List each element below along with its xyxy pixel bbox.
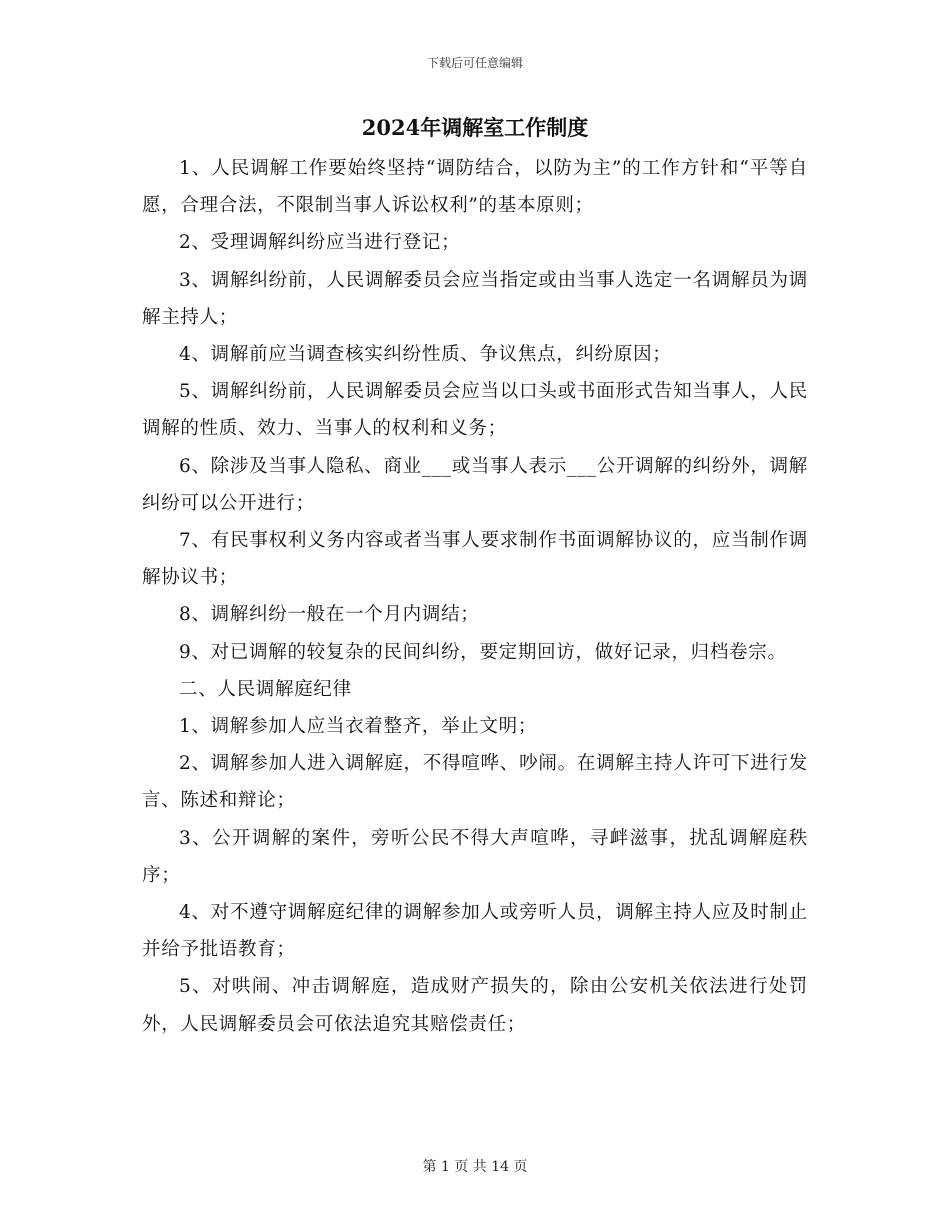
document-title: 2024年调解室工作制度: [361, 115, 589, 140]
document-body: [142, 150, 808, 1043]
paragraph-5: 5、调解纠纷前，人民调解委员会应当以口头或书面形式告知当事人，人民调解的性质、效力、当事人的权利和义务；: [142, 381, 808, 440]
paragraph-2: 2、受理调解纠纷应当进行登记；: [179, 232, 461, 254]
paragraph-3: 3、调解纠纷前，人民调解委员会应当指定或由当事人选定一名调解员为调解主持人；: [142, 269, 808, 328]
page-footer: 第 1 页 共 14 页: [422, 1159, 528, 1175]
discipline-item-5: 5、对哄闹、冲击调解庭，造成财产损失的，除由公安机关依法进行处罚外，人民调解委员会可依法追究其赔偿责任；: [142, 976, 808, 1035]
discipline-item-4: 4、对不遵守调解庭纪律的调解参加人或旁听人员，调解主持人应及时制止并给予批语教育；: [142, 902, 808, 961]
paragraph-8: 8、调解纠纷一般在一个月内调结；: [179, 604, 480, 626]
discipline-item-2: 2、调解参加人进入调解庭，不得喧哗、吵闹。在调解主持人许可下进行发言、陈述和辩论；: [142, 753, 808, 812]
paragraph-7: 7、有民事权利义务内容或者当事人要求制作书面调解协议的，应当制作调解协议书；: [142, 530, 808, 589]
paragraph-4: 4、调解前应当调查核实纠纷性质、争议焦点，纠纷原因；: [179, 344, 672, 366]
paragraph-1: 1、人民调解工作要始终坚持“调防结合，以防为主”的工作方针和“平等自愿，合理合法，不限制当事人诉讼权利”的基本原则；: [142, 158, 808, 217]
discipline-item-1: 1、调解参加人应当衣着整齐，举止文明；: [179, 716, 538, 738]
paragraph-6: 6、除涉及当事人隐私、商业___或当事人表示___公开调解的纠纷外，调解纠纷可以公开进行；: [142, 455, 808, 514]
section-heading: 二、人民调解庭纪律: [179, 678, 352, 700]
discipline-item-3: 3、公开调解的案件，旁听公民不得大声喧哗，寻衅滋事，扰乱调解庭秩序；: [142, 827, 808, 886]
paragraph-9: 9、对已调解的较复杂的民间纠纷，要定期回访，做好记录，归档卷宗。: [179, 641, 787, 663]
header-note: 下载后可任意编辑: [426, 56, 523, 70]
